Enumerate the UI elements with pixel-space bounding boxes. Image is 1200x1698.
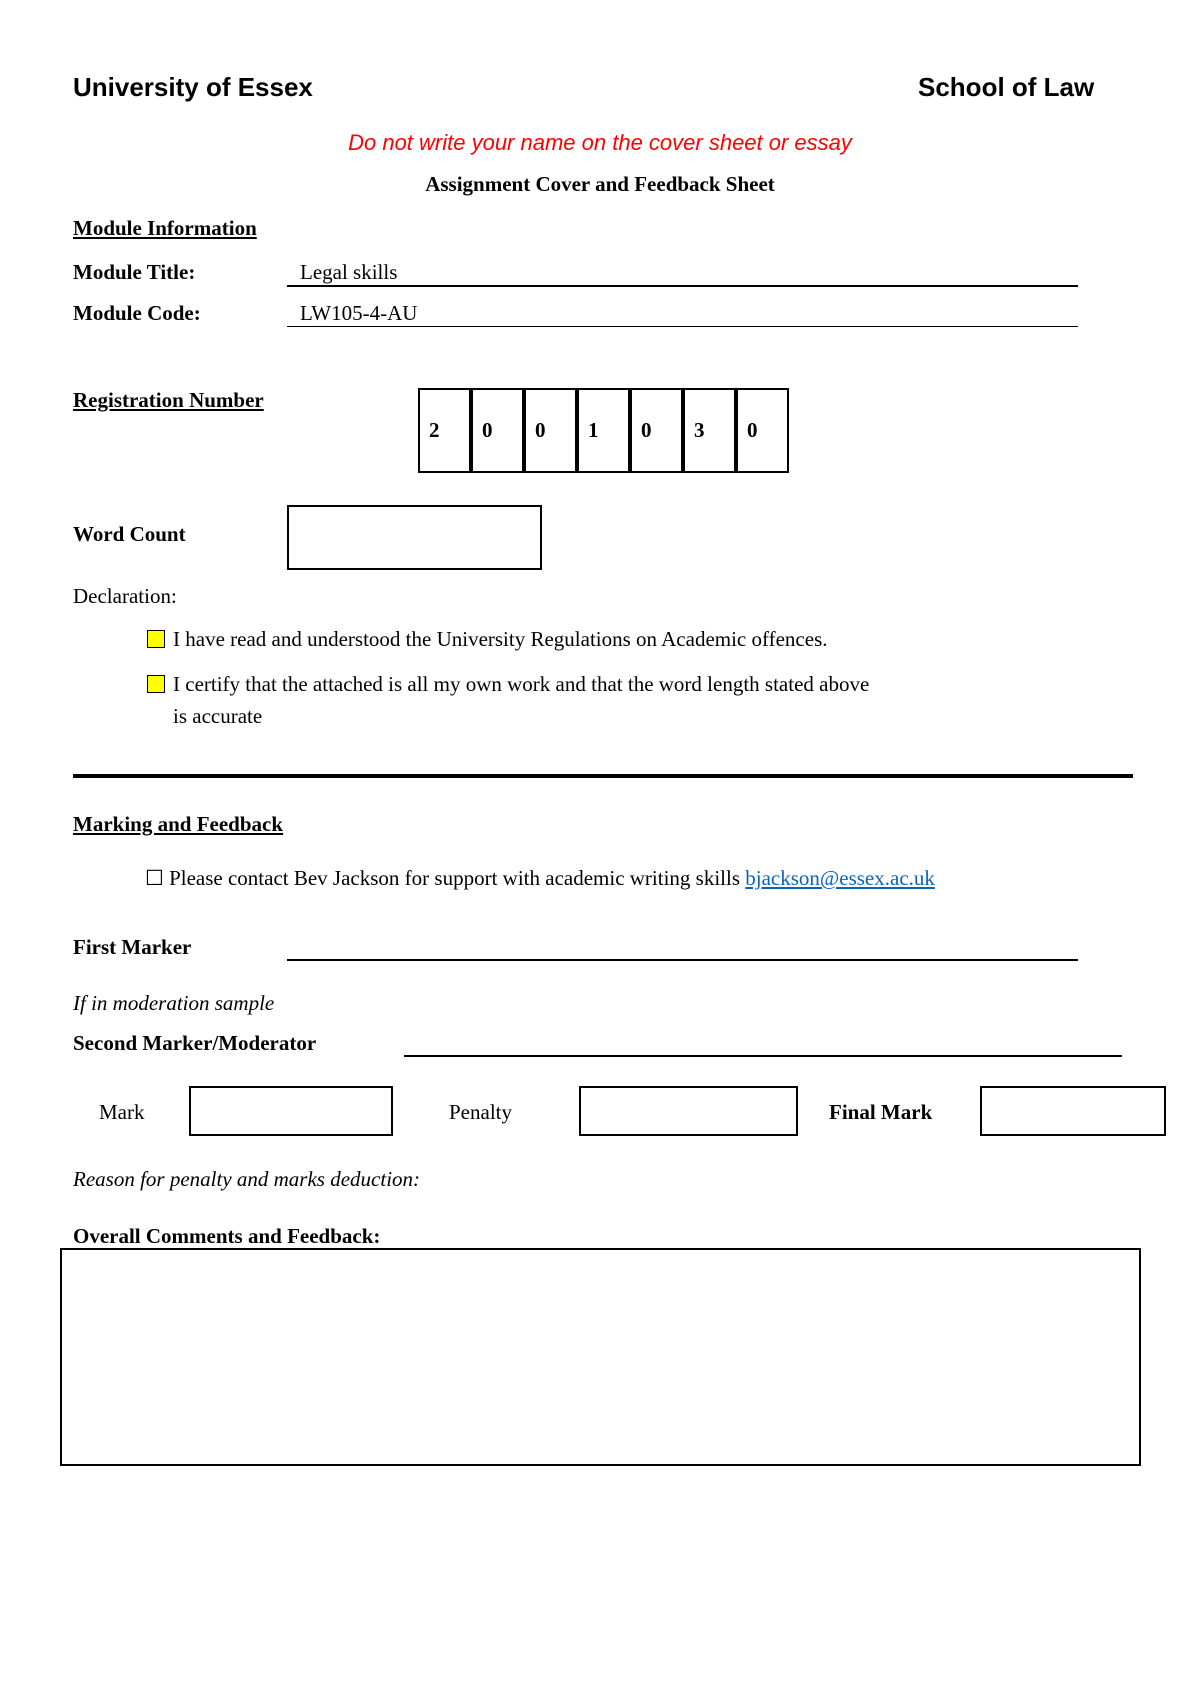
first-marker-line[interactable] [287, 959, 1078, 961]
module-info-heading: Module Information [73, 216, 257, 240]
registration-digit[interactable]: 0 [630, 388, 683, 473]
registration-digit[interactable]: 0 [524, 388, 577, 473]
overall-comments-label: Overall Comments and Feedback: [73, 1224, 381, 1248]
marking-feedback-heading: Marking and Feedback [73, 812, 284, 836]
registration-digit[interactable]: 3 [683, 388, 736, 473]
declaration-checkbox-regulations[interactable] [147, 630, 165, 648]
declaration-checkbox-own-work[interactable] [147, 675, 165, 693]
final-mark-label: Final Mark [829, 1100, 933, 1124]
word-count-box[interactable] [287, 505, 542, 570]
first-marker-label: First Marker [73, 935, 192, 959]
module-title-underline [287, 285, 1078, 287]
registration-digit[interactable]: 1 [577, 388, 630, 473]
registration-number-label: Registration Number [73, 388, 264, 412]
writing-support-row [145, 866, 935, 891]
moderation-note: If in moderation sample [73, 991, 275, 1015]
final-mark-box[interactable] [980, 1086, 1166, 1136]
section-divider [73, 774, 1133, 778]
word-count-label: Word Count [73, 522, 186, 546]
registration-digit[interactable]: 0 [471, 388, 524, 473]
registration-digit[interactable]: 2 [418, 388, 471, 473]
penalty-box[interactable] [579, 1086, 798, 1136]
penalty-reason-label: Reason for penalty and marks deduction: [73, 1167, 421, 1191]
school-name: School of Law [918, 72, 1095, 102]
anonymity-warning: Do not write your name on the cover sheet or essay [348, 130, 852, 155]
writing-support-text: Please contact Bev Jackson for support with academic writing skills [169, 866, 741, 890]
declaration-own-work-text-cont: is accurate [173, 704, 263, 728]
declaration-regulations-text: I have read and understood the University Regulations on Academic offences. [173, 627, 828, 651]
module-code-underline [287, 326, 1078, 327]
support-email-link[interactable]: bjackson@essex.ac.uk [745, 866, 935, 890]
penalty-label: Penalty [449, 1100, 512, 1124]
second-marker-label: Second Marker/Moderator [73, 1031, 317, 1055]
mark-box[interactable] [189, 1086, 393, 1136]
module-code-value[interactable]: LW105-4-AU [300, 301, 418, 325]
declaration-own-work-text: I certify that the attached is all my own work and that the word length stated above [173, 672, 870, 696]
second-marker-line[interactable] [404, 1055, 1122, 1057]
registration-digit[interactable]: 0 [736, 388, 789, 473]
sheet-title: Assignment Cover and Feedback Sheet [425, 172, 775, 196]
writing-support-checkbox[interactable]: ☐ [145, 866, 164, 890]
declaration-label: Declaration: [73, 584, 177, 608]
module-title-value[interactable]: Legal skills [300, 260, 398, 284]
module-code-label: Module Code: [73, 301, 201, 325]
university-name: University of Essex [73, 72, 313, 102]
mark-label: Mark [99, 1100, 145, 1124]
module-title-label: Module Title: [73, 260, 196, 284]
overall-comments-box[interactable] [60, 1248, 1141, 1466]
